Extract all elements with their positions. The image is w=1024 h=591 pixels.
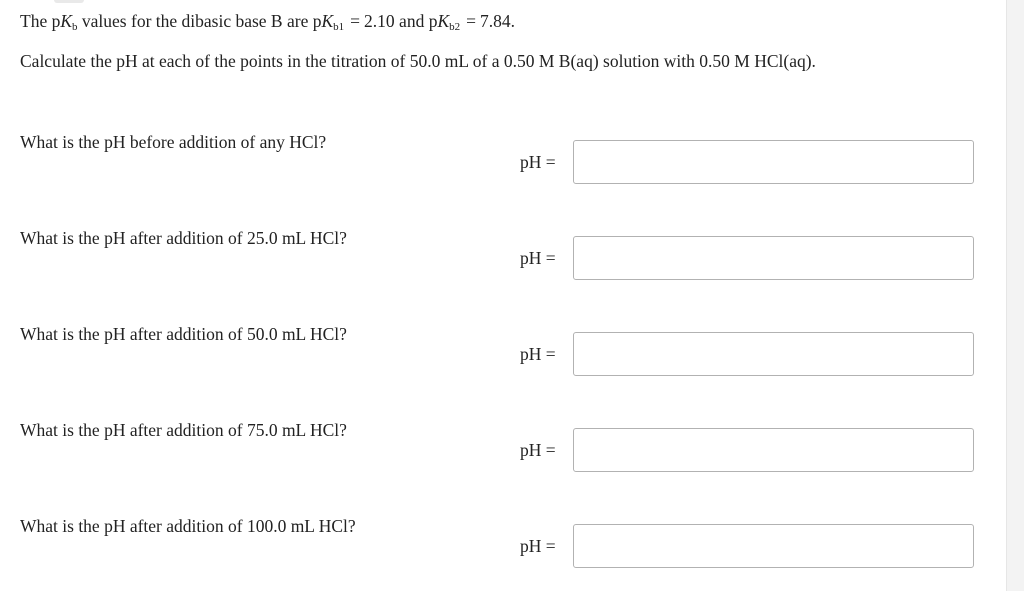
ph-label-2: pH = (520, 248, 556, 268)
ph-label-3: pH = (520, 344, 556, 364)
ph-answer-input-1[interactable] (573, 140, 974, 184)
ph-answer-input-2[interactable] (573, 236, 974, 280)
question-prompt-1: What is the pH before addition of any HCl? (20, 132, 327, 152)
ph-label-4: pH = (520, 440, 556, 460)
ph-label-1: pH = (520, 152, 556, 172)
question-prompt-5: What is the pH after addition of 100.0 mL HCl? (20, 516, 356, 536)
question-prompt-4: What is the pH after addition of 75.0 mL HCl? (20, 420, 347, 440)
problem-statement-line2: Calculate the pH at each of the points in the titration of 50.0 mL of a 0.50 M B(aq) solution with 0.50 M HCl(aq). (20, 51, 816, 71)
ph-label-5: pH = (520, 536, 556, 556)
question-prompt-3: What is the pH after addition of 50.0 mL HCl? (20, 324, 347, 344)
top-edge-tab (54, 0, 84, 3)
ph-answer-input-3[interactable] (573, 332, 974, 376)
right-scroll-rail (1006, 0, 1024, 591)
question-prompt-2: What is the pH after addition of 25.0 mL HCl? (20, 228, 347, 248)
ph-answer-input-5[interactable] (573, 524, 974, 568)
problem-statement-line1: The $pK_b$ values for the dibasic base B are $pK_{b1} = 2.10$ and $pK_{b2} = 7.84$. (20, 11, 516, 33)
ph-answer-input-4[interactable] (573, 428, 974, 472)
